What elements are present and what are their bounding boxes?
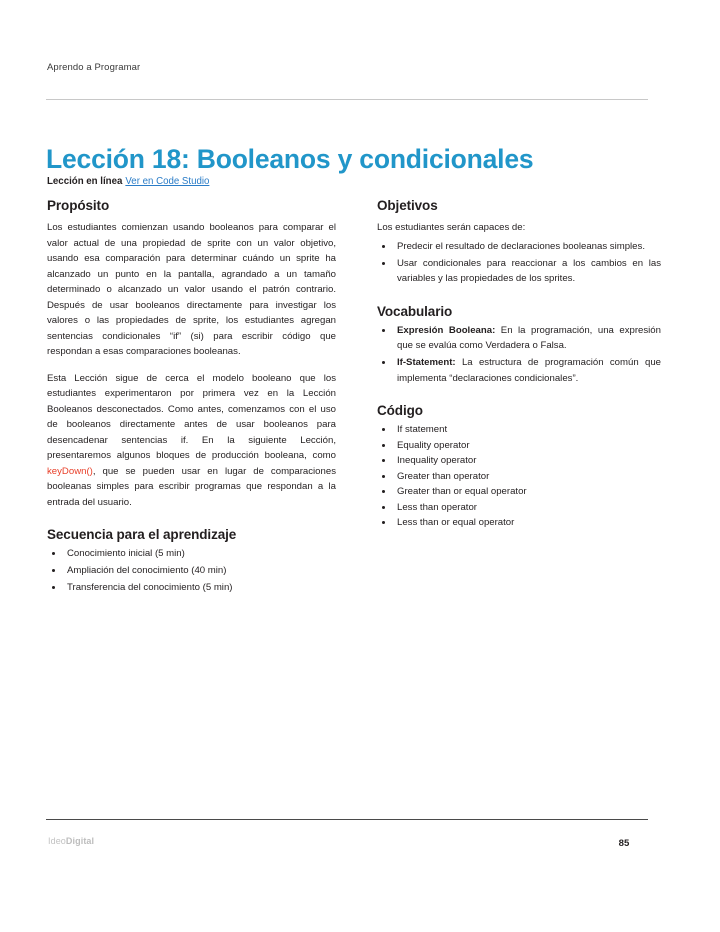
bullet-icon <box>382 361 385 364</box>
bullet-icon <box>382 428 385 431</box>
bullet-icon <box>382 506 385 509</box>
purpose-paragraph-2-text-a: Esta Lección sigue de cerca el modelo booleano que los estudiantes experimentaron por primera vez en la Lección Booleanos desconectados. Como antes, comenzamos con el uso de booleanos directamente antes de usar booleanos para desencadenar sentencias if. En la siguiente Lección, presentaremos algunos bloques de producción booleana, como <box>47 372 336 461</box>
objectives-lead: Los estudiantes serán capaces de: <box>377 222 526 233</box>
sequence-list <box>47 546 336 596</box>
vocabulary-list <box>377 323 661 387</box>
list-item-label: Transferencia del conocimiento (5 min) <box>67 582 233 593</box>
code-studio-link[interactable]: Ver en Code Studio <box>125 176 210 187</box>
list-item <box>377 515 661 531</box>
list-item-label: Equality operator <box>397 439 470 451</box>
list-item <box>377 355 661 386</box>
objectives-list <box>377 239 661 287</box>
list-item-label: Conocimiento inicial (5 min) <box>67 548 185 559</box>
list-item-label: Inequality operator <box>397 455 477 466</box>
list-item <box>377 323 661 354</box>
list-item <box>377 469 661 485</box>
vocabulary-term: If-Statement: <box>397 357 456 368</box>
list-item <box>377 484 661 500</box>
code-heading: Código <box>377 403 423 418</box>
vocabulary-term: Expresión Booleana: <box>397 324 496 336</box>
running-header-title: Aprendo a Programar <box>47 62 141 73</box>
left-column <box>47 198 336 597</box>
list-item <box>47 563 336 579</box>
list-item-label: Predecir el resultado de declaraciones booleanas simples. <box>397 240 645 252</box>
bullet-icon <box>52 569 55 572</box>
bullet-icon <box>382 459 385 462</box>
footer-logo-bold: Digital <box>65 836 95 846</box>
page-number: 85 <box>618 838 630 849</box>
list-item <box>377 500 661 516</box>
bullet-icon <box>52 552 55 555</box>
list-item-label: Greater than operator <box>397 470 490 482</box>
bullet-icon <box>382 329 385 332</box>
purpose-paragraph-2-text-b: , que se pueden usar en lugar de comparaciones booleanas simples para escribir programas que respondan a la entrada del usuario. <box>47 465 336 508</box>
list-item <box>377 453 661 469</box>
online-lesson-line <box>47 176 209 187</box>
bullet-icon <box>52 586 55 589</box>
footer-logo-light: Ideo <box>48 836 66 846</box>
footer-divider <box>46 819 648 820</box>
list-item-label: Usar condicionales para reaccionar a los cambios en las variables y las propiedades de los sprites. <box>397 257 661 284</box>
list-item <box>377 438 661 454</box>
bullet-icon <box>382 490 385 493</box>
code-list <box>377 422 661 531</box>
list-item <box>377 239 661 255</box>
purpose-paragraph-1: Los estudiantes comienzan usando booleanos para comparar el valor actual de una propiedad de sprite con un valor objetivo, usando esa comparación para determinar cuándo un sprite ha alcanzado un punto en la pantalla, agrandado a un tamaño determinado o alcanzado un valor usando el patrón contrario. Después de usar booleanos directamente para investigar los valores o las propiedades de sprite, los estudiantes agregan sentencias condicionales “if” (si) para escribir código que respondan a esas comparaciones booleanas. <box>47 222 336 357</box>
bullet-icon <box>382 444 385 447</box>
list-item <box>47 546 336 562</box>
bullet-icon <box>382 262 385 265</box>
footer-logo <box>48 836 94 846</box>
online-lesson-label: Lección en línea <box>47 176 123 187</box>
list-item <box>377 256 661 287</box>
header-divider <box>46 99 648 100</box>
vocabulary-definition: En la programación, una expresión que se evalúa como Verdadera o Falsa. <box>397 324 661 351</box>
vocabulary-definition: La estructura de programación común que implementa “declaraciones condicionales”. <box>397 357 661 384</box>
code-token-keydown: keyDown() <box>47 465 93 477</box>
purpose-paragraph-2 <box>47 371 336 511</box>
right-column <box>377 198 661 531</box>
bullet-icon <box>382 245 385 248</box>
list-item-label: If statement <box>397 424 448 435</box>
list-item-label: Ampliación del conocimiento (40 min) <box>67 565 227 576</box>
bullet-icon <box>382 521 385 524</box>
objectives-heading: Objetivos <box>377 198 438 213</box>
vocabulary-heading: Vocabulario <box>377 303 453 319</box>
list-item-label: Greater than or equal operator <box>397 486 527 497</box>
list-item-label: Less than or equal operator <box>397 517 515 528</box>
page-title: Lección 18: Booleanos y condicionales <box>46 143 534 174</box>
list-item <box>47 580 336 596</box>
list-item <box>377 422 661 438</box>
purpose-heading: Propósito <box>47 198 110 213</box>
bullet-icon <box>382 475 385 478</box>
list-item-label: Less than operator <box>397 501 478 513</box>
sequence-heading: Secuencia para el aprendizaje <box>47 527 237 542</box>
